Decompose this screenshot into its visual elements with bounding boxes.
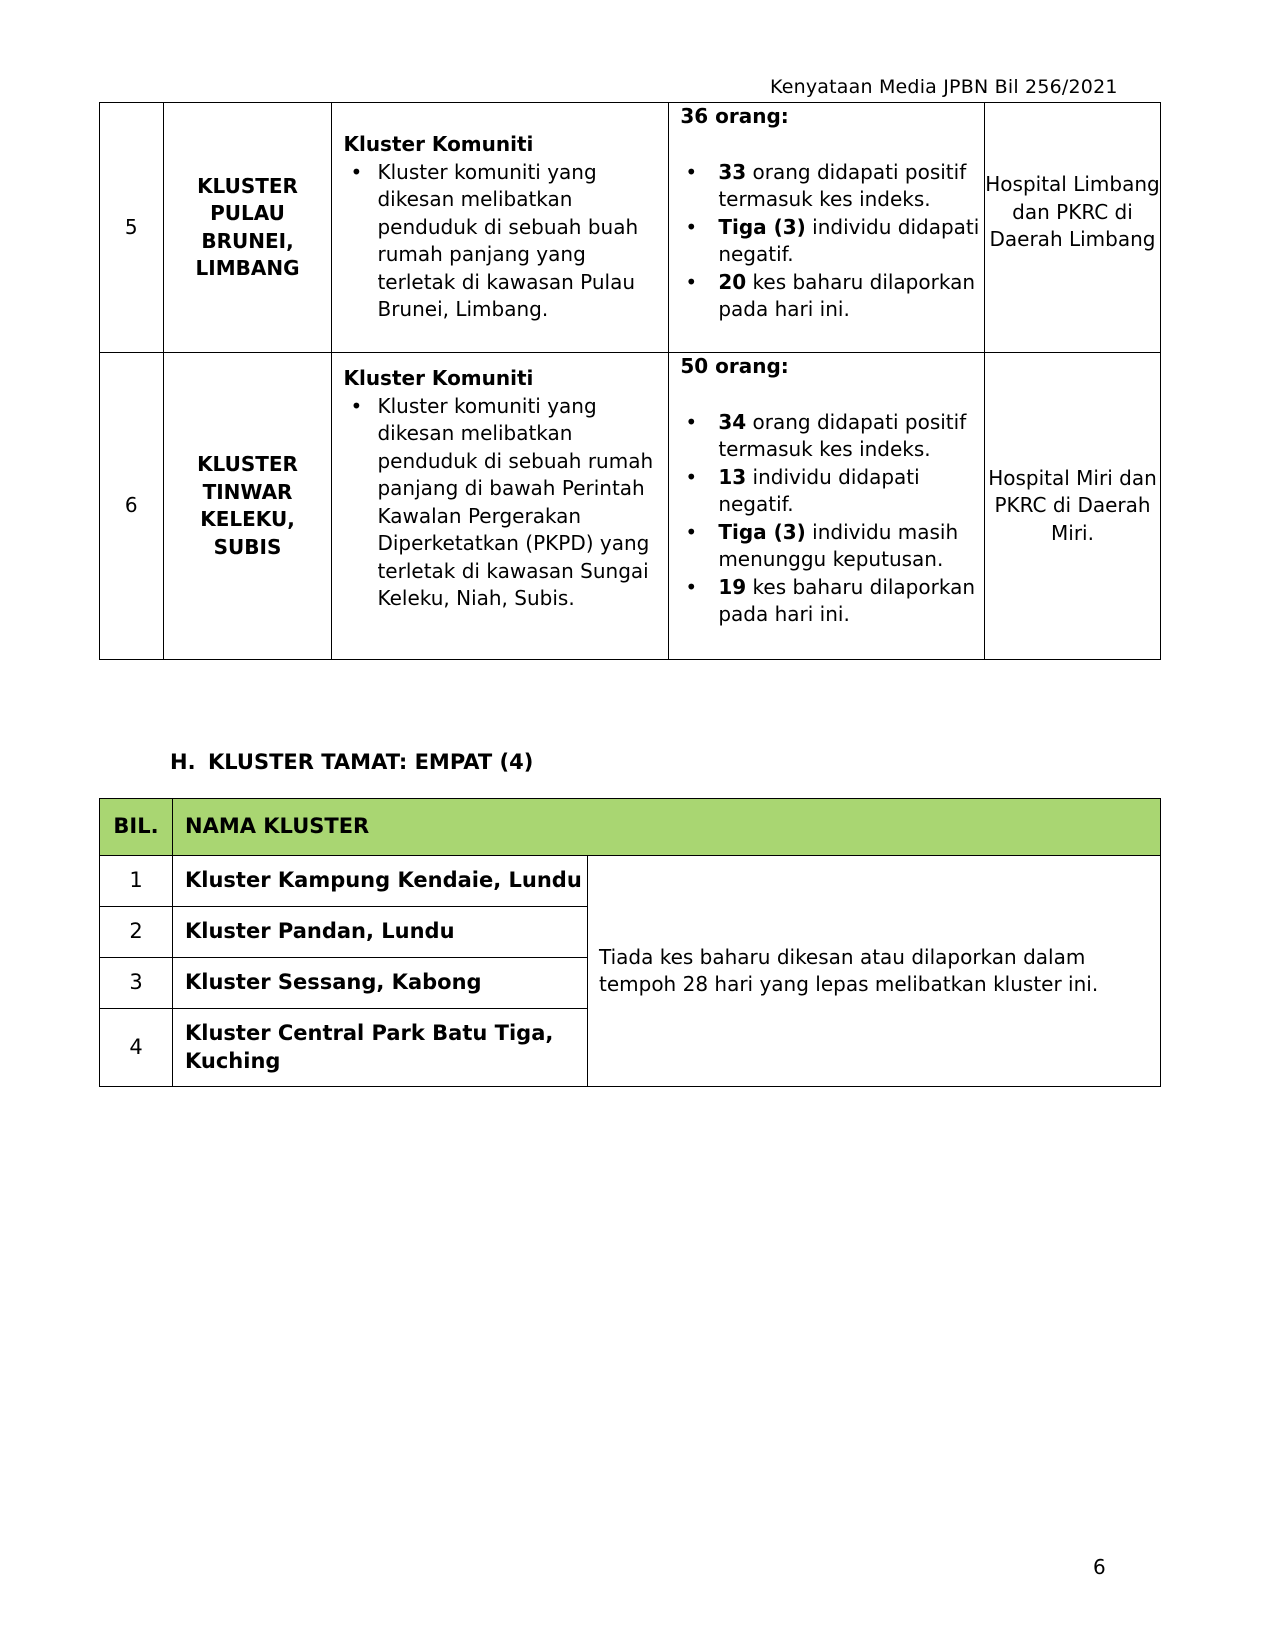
row-number: 2 [100,907,173,958]
description-list [343,159,662,324]
list-item: • 19 kes baharu dilaporkan pada hari ini. [680,574,980,629]
status-note: Tiada kes baharu dikesan atau dilaporkan dalam tempoh 28 hari yang lepas melibatkan kluster ini. [588,856,1161,1087]
cluster-statistics [669,353,985,660]
statistics-list [680,159,980,324]
list-item: • Tiga (3) individu didapati negatif. [680,214,980,269]
row-number: 5 [100,103,164,353]
row-number: 1 [100,856,173,907]
list-item: • Kluster komuniti yang dikesan melibatkan penduduk di sebuah buah rumah panjang yang terletak di kawasan Pulau Brunei, Limbang. [343,159,662,324]
cluster-type: Kluster Komuniti [343,132,534,156]
ended-cluster-table [99,798,1161,1087]
treatment-facility: Hospital Limbang dan PKRC di Daerah Limbang [985,103,1161,353]
row-number: 4 [100,1009,173,1087]
cluster-description [332,353,669,660]
row-number: 3 [100,958,173,1009]
description-list [343,393,662,613]
list-item: • 34 orang didapati positif termasuk kes indeks. [680,409,980,464]
column-header-bil: BIL. [100,799,173,856]
table-row [100,353,1161,660]
cluster-name: KLUSTER TINWAR KELEKU, SUBIS [163,353,332,660]
cluster-name: KLUSTER PULAU BRUNEI, LIMBANG [163,103,332,353]
document-reference: Kenyataan Media JPBN Bil 256/2021 [770,76,1118,98]
page-number: 6 [1093,1555,1106,1579]
table-header-row [100,799,1161,856]
case-total: 50 orang: [680,354,789,378]
cluster-description [332,103,669,353]
table-row [100,856,1161,907]
list-item: • 20 kes baharu dilaporkan pada hari ini. [680,269,980,324]
cluster-type: Kluster Komuniti [343,366,534,390]
case-total: 36 orang: [680,104,789,128]
cluster-name: Kluster Central Park Batu Tiga, Kuching [173,1009,588,1087]
cluster-name: Kluster Kampung Kendaie, Lundu [173,856,588,907]
statistics-list [680,409,980,629]
cluster-name: Kluster Sessang, Kabong [173,958,588,1009]
row-number: 6 [100,353,164,660]
treatment-facility: Hospital Miri dan PKRC di Daerah Miri. [985,353,1161,660]
column-header-name: NAMA KLUSTER [173,799,1161,856]
section-heading [170,750,533,774]
list-item: • 33 orang didapati positif termasuk kes indeks. [680,159,980,214]
section-title: KLUSTER TAMAT: EMPAT (4) [208,750,534,774]
list-item: • Kluster komuniti yang dikesan melibatkan penduduk di sebuah rumah panjang di bawah Perintah Kawalan Pergerakan Diperketatkan (PKPD) yang terletak di kawasan Sungai Keleku, Niah, Subis. [343,393,662,613]
table-row [100,103,1161,353]
cluster-statistics [669,103,985,353]
cluster-name: Kluster Pandan, Lundu [173,907,588,958]
list-item: • 13 individu didapati negatif. [680,464,980,519]
list-item: • Tiga (3) individu masih menunggu keputusan. [680,519,980,574]
section-letter: H. [170,750,196,774]
active-cluster-table [99,102,1161,660]
